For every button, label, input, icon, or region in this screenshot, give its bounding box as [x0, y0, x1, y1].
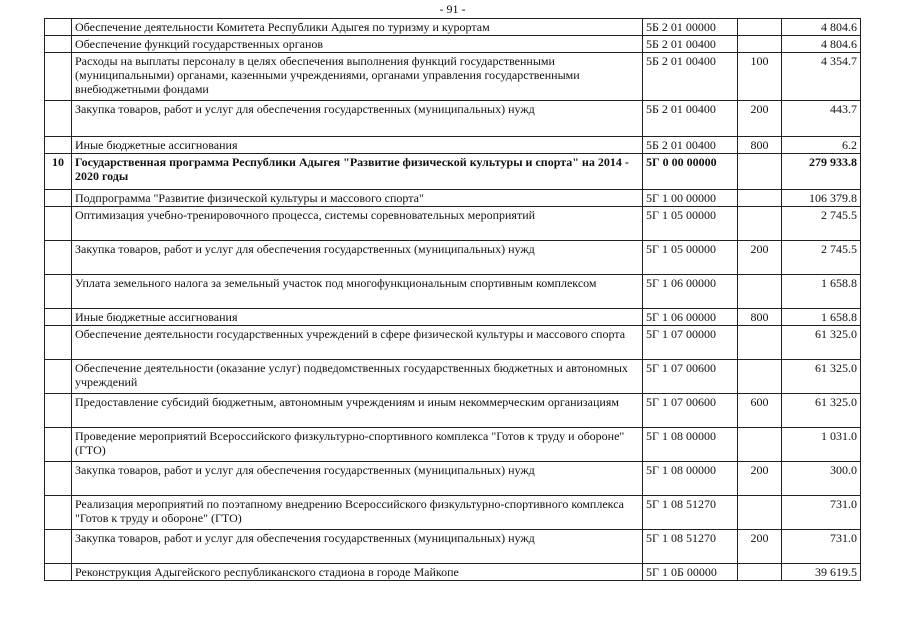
page-number: - 91 - — [439, 2, 466, 16]
expense-type-cell — [738, 190, 782, 207]
expense-type-cell — [738, 19, 782, 36]
budget-table — [44, 18, 861, 581]
item-name-cell: Государственная программа Республики Адыгея "Развитие физической культуры и спорта" на 2014 - 2020 годы — [72, 154, 643, 190]
amount-cell: 1 658.8 — [782, 309, 861, 326]
expense-type-cell — [738, 428, 782, 462]
expense-type-cell — [738, 207, 782, 241]
table-row — [45, 496, 861, 530]
budget-code-cell: 5Б 2 01 00000 — [643, 19, 738, 36]
table-row — [45, 101, 861, 137]
budget-code-cell: 5Г 1 05 00000 — [643, 241, 738, 275]
amount-cell: 300.0 — [782, 462, 861, 496]
row-number-cell — [45, 36, 72, 53]
budget-code-cell: 5Г 1 08 00000 — [643, 428, 738, 462]
item-name-cell: Уплата земельного налога за земельный участок под многофункциональным спортивным комплексом — [72, 275, 643, 309]
expense-type-cell — [738, 496, 782, 530]
table-row — [45, 154, 861, 190]
expense-type-cell: 800 — [738, 137, 782, 154]
expense-type-cell: 200 — [738, 530, 782, 564]
item-name-cell: Закупка товаров, работ и услуг для обеспечения государственных (муниципальных) нужд — [72, 241, 643, 275]
row-number-cell — [45, 360, 72, 394]
row-number-cell — [45, 428, 72, 462]
amount-cell: 61 325.0 — [782, 326, 861, 360]
table-row — [45, 360, 861, 394]
table-row — [45, 462, 861, 496]
amount-cell: 61 325.0 — [782, 394, 861, 428]
row-number-cell — [45, 241, 72, 275]
item-name-cell: Обеспечение функций государственных органов — [72, 36, 643, 53]
row-number-cell — [45, 530, 72, 564]
budget-code-cell: 5Г 1 06 00000 — [643, 275, 738, 309]
amount-cell: 4 804.6 — [782, 19, 861, 36]
row-number-cell: 10 — [45, 154, 72, 190]
item-name-cell: Закупка товаров, работ и услуг для обеспечения государственных (муниципальных) нужд — [72, 101, 643, 137]
item-name-cell: Иные бюджетные ассигнования — [72, 309, 643, 326]
expense-type-cell — [738, 275, 782, 309]
table-row — [45, 36, 861, 53]
expense-type-cell — [738, 326, 782, 360]
budget-code-cell: 5Г 1 07 00600 — [643, 394, 738, 428]
table-row — [45, 309, 861, 326]
item-name-cell: Расходы на выплаты персоналу в целях обеспечения выполнения функций государственными (муниципальными) органами, казенными учреждениями, органами управления государственными внебюджетными фондами — [72, 53, 643, 101]
budget-code-cell: 5Г 1 0Б 00000 — [643, 564, 738, 581]
budget-code-cell: 5Г 1 07 00600 — [643, 360, 738, 394]
table-row — [45, 564, 861, 581]
expense-type-cell — [738, 36, 782, 53]
row-number-cell — [45, 101, 72, 137]
budget-code-cell: 5Б 2 01 00400 — [643, 101, 738, 137]
table-row — [45, 241, 861, 275]
budget-code-cell: 5Г 1 08 51270 — [643, 496, 738, 530]
row-number-cell — [45, 394, 72, 428]
budget-code-cell: 5Г 1 06 00000 — [643, 309, 738, 326]
expense-type-cell: 800 — [738, 309, 782, 326]
item-name-cell: Предоставление субсидий бюджетным, автономным учреждениям и иным некоммерческим организациям — [72, 394, 643, 428]
expense-type-cell: 200 — [738, 462, 782, 496]
amount-cell: 731.0 — [782, 496, 861, 530]
amount-cell: 1 658.8 — [782, 275, 861, 309]
amount-cell: 2 745.5 — [782, 207, 861, 241]
row-number-cell — [45, 564, 72, 581]
budget-code-cell: 5Г 1 08 00000 — [643, 462, 738, 496]
row-number-cell — [45, 309, 72, 326]
budget-code-cell: 5Г 0 00 00000 — [643, 154, 738, 190]
budget-code-cell: 5Б 2 01 00400 — [643, 137, 738, 154]
budget-code-cell: 5Г 1 08 51270 — [643, 530, 738, 564]
budget-code-cell: 5Б 2 01 00400 — [643, 53, 738, 101]
item-name-cell: Иные бюджетные ассигнования — [72, 137, 643, 154]
budget-code-cell: 5Г 1 00 00000 — [643, 190, 738, 207]
amount-cell: 731.0 — [782, 530, 861, 564]
amount-cell: 106 379.8 — [782, 190, 861, 207]
expense-type-cell — [738, 564, 782, 581]
row-number-cell — [45, 190, 72, 207]
amount-cell: 61 325.0 — [782, 360, 861, 394]
expense-type-cell: 200 — [738, 101, 782, 137]
amount-cell: 443.7 — [782, 101, 861, 137]
row-number-cell — [45, 326, 72, 360]
budget-code-cell: 5Г 1 07 00000 — [643, 326, 738, 360]
table-row — [45, 530, 861, 564]
table-row — [45, 19, 861, 36]
item-name-cell: Проведение мероприятий Всероссийского физкультурно-спортивного комплекса "Готов к труду и обороне" (ГТО) — [72, 428, 643, 462]
row-number-cell — [45, 53, 72, 101]
budget-code-cell: 5Б 2 01 00400 — [643, 36, 738, 53]
budget-code-cell: 5Г 1 05 00000 — [643, 207, 738, 241]
expense-type-cell: 600 — [738, 394, 782, 428]
amount-cell: 1 031.0 — [782, 428, 861, 462]
item-name-cell: Закупка товаров, работ и услуг для обеспечения государственных (муниципальных) нужд — [72, 462, 643, 496]
item-name-cell: Закупка товаров, работ и услуг для обеспечения государственных (муниципальных) нужд — [72, 530, 643, 564]
row-number-cell — [45, 137, 72, 154]
item-name-cell: Обеспечение деятельности (оказание услуг) подведомственных государственных бюджетных и автономных учреждений — [72, 360, 643, 394]
item-name-cell: Подпрограмма "Развитие физической культуры и массового спорта" — [72, 190, 643, 207]
amount-cell: 39 619.5 — [782, 564, 861, 581]
row-number-cell — [45, 496, 72, 530]
amount-cell: 2 745.5 — [782, 241, 861, 275]
item-name-cell: Реализация мероприятий по поэтапному внедрению Всероссийского физкультурно-спортивного комплекса "Готов к труду и обороне" (ГТО) — [72, 496, 643, 530]
row-number-cell — [45, 275, 72, 309]
table-row — [45, 394, 861, 428]
expense-type-cell: 100 — [738, 53, 782, 101]
amount-cell: 4 804.6 — [782, 36, 861, 53]
table-row — [45, 428, 861, 462]
expense-type-cell — [738, 154, 782, 190]
item-name-cell: Оптимизация учебно-тренировочного процесса, системы соревновательных мероприятий — [72, 207, 643, 241]
item-name-cell: Обеспечение деятельности Комитета Республики Адыгея по туризму и курортам — [72, 19, 643, 36]
table-row — [45, 190, 861, 207]
item-name-cell: Обеспечение деятельности государственных учреждений в сфере физической культуры и массового спорта — [72, 326, 643, 360]
item-name-cell: Реконструкция Адыгейского республиканского стадиона в городе Майкопе — [72, 564, 643, 581]
table-row — [45, 53, 861, 101]
table-row — [45, 326, 861, 360]
row-number-cell — [45, 207, 72, 241]
expense-type-cell: 200 — [738, 241, 782, 275]
budget-table-body — [45, 19, 861, 581]
expense-type-cell — [738, 360, 782, 394]
table-row — [45, 137, 861, 154]
amount-cell: 6.2 — [782, 137, 861, 154]
amount-cell: 4 354.7 — [782, 53, 861, 101]
row-number-cell — [45, 462, 72, 496]
row-number-cell — [45, 19, 72, 36]
amount-cell: 279 933.8 — [782, 154, 861, 190]
table-row — [45, 207, 861, 241]
table-row — [45, 275, 861, 309]
